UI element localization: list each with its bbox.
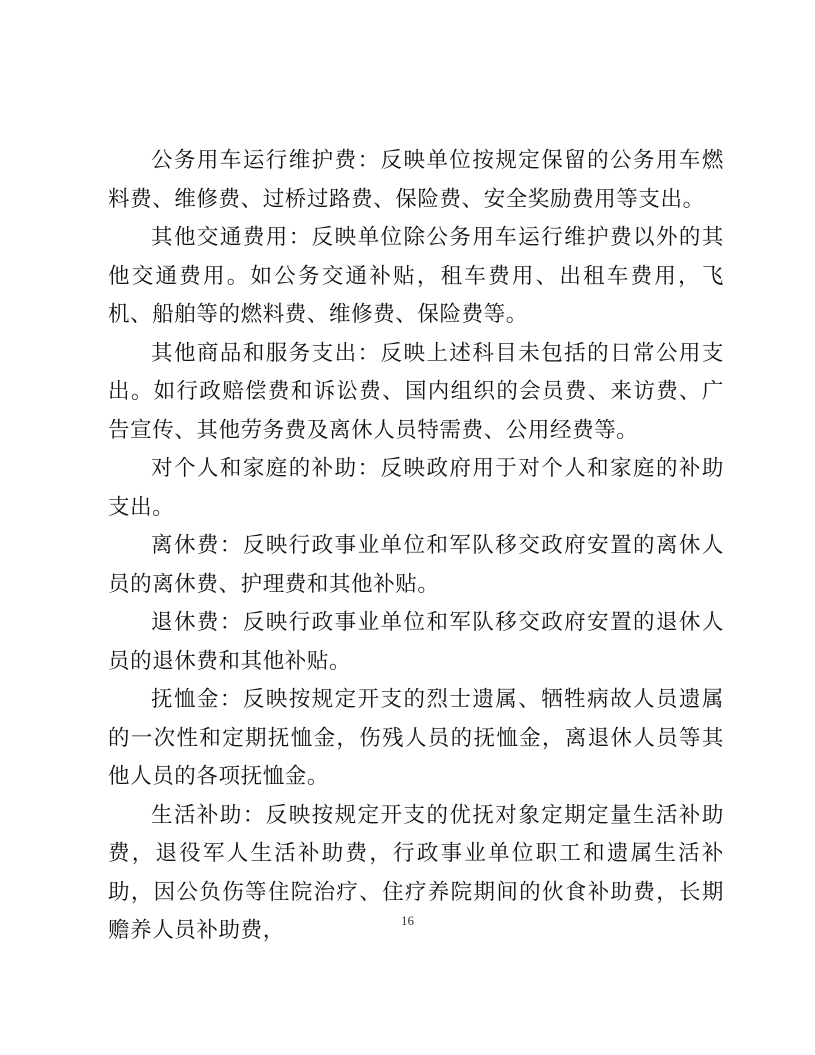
paragraph-official-vehicle-maintenance: 公务用车运行维护费：反映单位按规定保留的公务用车燃料费、维修费、过桥过路费、保险费、安全奖励费用等支出。 <box>108 148 724 212</box>
paragraph-other-goods-services: 其他商品和服务支出：反映上述科目未包括的日常公用支出。如行政赔偿费和诉讼费、国内组织的会员费、来访费、广告宣传、其他劳务费及离休人员特需费、公用经费等。 <box>108 340 724 443</box>
paragraph-retirement-pension-tuixiu: 退休费：反映行政事业单位和军队移交政府安置的退休人员的退休费和其他补贴。 <box>108 610 724 674</box>
paragraph-condolence-payment: 抚恤金：反映按规定开支的烈士遗属、牺牲病故人员遗属的一次性和定期抚恤金，伤残人员的抚恤金，离退休人员等其他人员的各项抚恤金。 <box>108 687 724 789</box>
paragraph-living-subsidy: 生活补助：反映按规定开支的优抚对象定期定量生活补助费，退役军人生活补助费，行政事业单位职工和遗属生活补助，因公负伤等住院治疗、住疗养院期间的伙食补助费，长期赡养人员补助费， <box>108 802 724 943</box>
paragraph-retirement-pension-lixiu: 离休费：反映行政事业单位和军队移交政府安置的离休人员的离休费、护理费和其他补贴。 <box>108 533 724 597</box>
document-body <box>108 142 724 951</box>
paragraph-individual-household-subsidy: 对个人和家庭的补助：反映政府用于对个人和家庭的补助支出。 <box>108 456 724 520</box>
page-number: 16 <box>401 913 414 928</box>
paragraph-other-transport-costs: 其他交通费用：反映单位除公务用车运行维护费以外的其他交通费用。如公务交通补贴，租车费用、出租车费用，飞机、船舶等的燃料费、维修费、保险费等。 <box>108 225 724 327</box>
